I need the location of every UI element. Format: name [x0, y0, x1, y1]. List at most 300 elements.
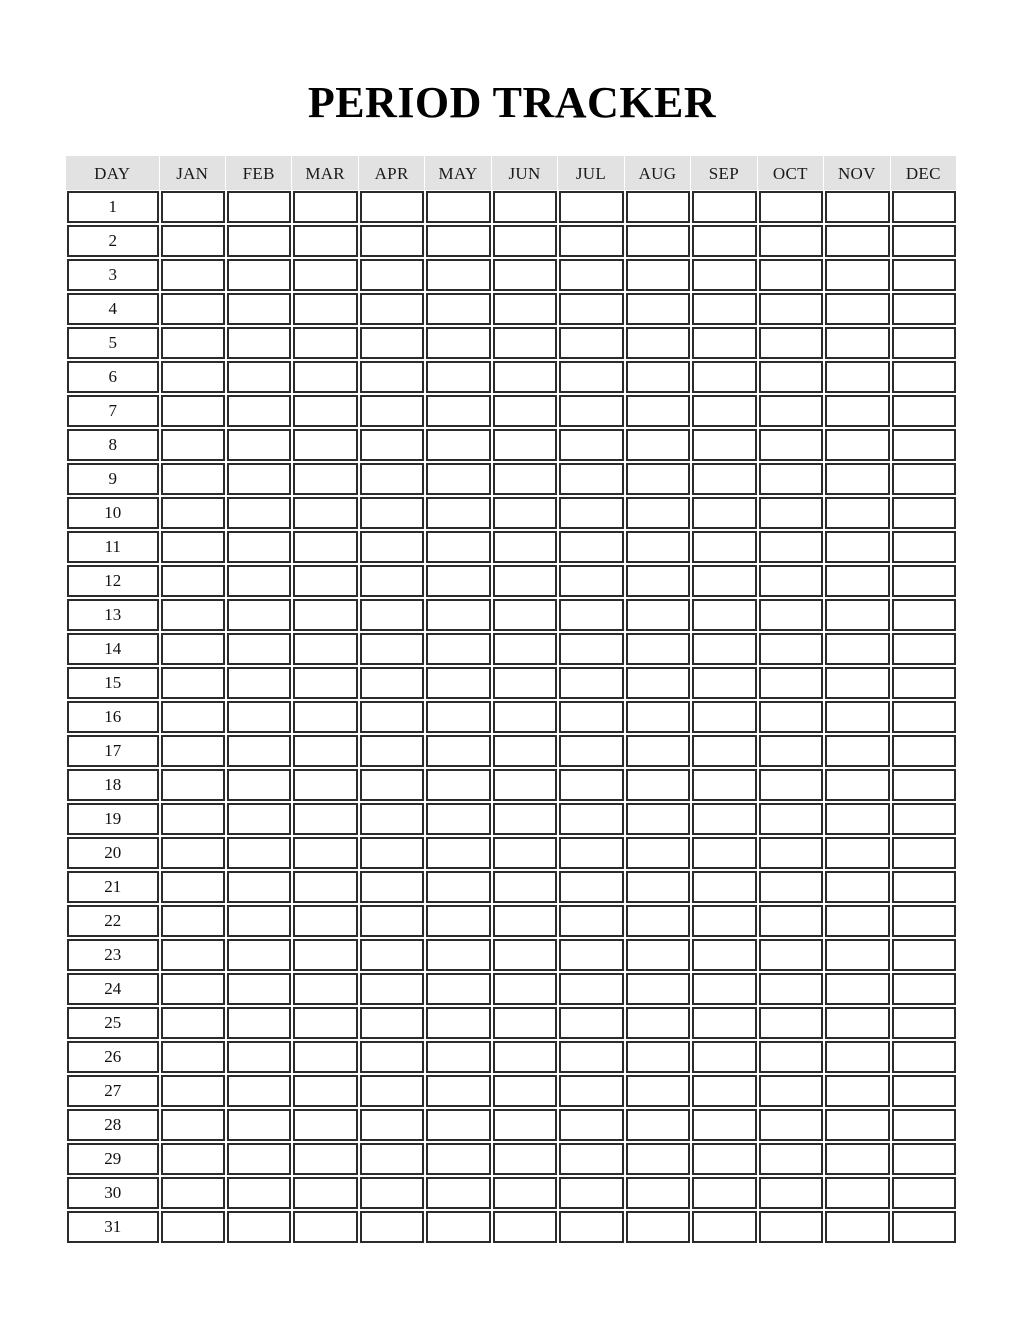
tracker-cell-nov-15[interactable]	[825, 667, 889, 699]
tracker-cell-aug-10[interactable]	[626, 497, 690, 529]
tracker-cell-oct-28[interactable]	[759, 1109, 823, 1141]
tracker-cell-may-30[interactable]	[426, 1177, 490, 1209]
tracker-cell-oct-5[interactable]	[759, 327, 823, 359]
tracker-cell-nov-9[interactable]	[825, 463, 889, 495]
tracker-cell-may-24[interactable]	[426, 973, 490, 1005]
tracker-cell-feb-3[interactable]	[227, 259, 291, 291]
tracker-cell-apr-19[interactable]	[360, 803, 424, 835]
tracker-cell-mar-4[interactable]	[293, 293, 357, 325]
tracker-cell-feb-21[interactable]	[227, 871, 291, 903]
tracker-cell-jan-24[interactable]	[161, 973, 225, 1005]
tracker-cell-jul-29[interactable]	[559, 1143, 623, 1175]
tracker-cell-jan-18[interactable]	[161, 769, 225, 801]
tracker-cell-oct-26[interactable]	[759, 1041, 823, 1073]
tracker-cell-jul-9[interactable]	[559, 463, 623, 495]
tracker-cell-nov-31[interactable]	[825, 1211, 889, 1243]
tracker-cell-apr-7[interactable]	[360, 395, 424, 427]
tracker-cell-jun-15[interactable]	[493, 667, 557, 699]
tracker-cell-oct-19[interactable]	[759, 803, 823, 835]
tracker-cell-jun-21[interactable]	[493, 871, 557, 903]
tracker-cell-sep-14[interactable]	[692, 633, 756, 665]
tracker-cell-sep-27[interactable]	[692, 1075, 756, 1107]
tracker-cell-feb-23[interactable]	[227, 939, 291, 971]
tracker-cell-nov-26[interactable]	[825, 1041, 889, 1073]
tracker-cell-sep-1[interactable]	[692, 191, 756, 223]
tracker-cell-jan-9[interactable]	[161, 463, 225, 495]
tracker-cell-aug-11[interactable]	[626, 531, 690, 563]
tracker-cell-jul-10[interactable]	[559, 497, 623, 529]
tracker-cell-aug-21[interactable]	[626, 871, 690, 903]
tracker-cell-sep-3[interactable]	[692, 259, 756, 291]
tracker-cell-jun-3[interactable]	[493, 259, 557, 291]
tracker-cell-jan-29[interactable]	[161, 1143, 225, 1175]
tracker-cell-feb-26[interactable]	[227, 1041, 291, 1073]
tracker-cell-jul-4[interactable]	[559, 293, 623, 325]
tracker-cell-jun-12[interactable]	[493, 565, 557, 597]
tracker-cell-may-8[interactable]	[426, 429, 490, 461]
tracker-cell-jan-14[interactable]	[161, 633, 225, 665]
tracker-cell-apr-26[interactable]	[360, 1041, 424, 1073]
tracker-cell-jun-2[interactable]	[493, 225, 557, 257]
tracker-cell-apr-27[interactable]	[360, 1075, 424, 1107]
tracker-cell-sep-16[interactable]	[692, 701, 756, 733]
tracker-cell-feb-2[interactable]	[227, 225, 291, 257]
tracker-cell-nov-20[interactable]	[825, 837, 889, 869]
tracker-cell-apr-2[interactable]	[360, 225, 424, 257]
tracker-cell-nov-27[interactable]	[825, 1075, 889, 1107]
tracker-cell-mar-28[interactable]	[293, 1109, 357, 1141]
tracker-cell-jun-13[interactable]	[493, 599, 557, 631]
tracker-cell-aug-19[interactable]	[626, 803, 690, 835]
tracker-cell-mar-22[interactable]	[293, 905, 357, 937]
tracker-cell-may-31[interactable]	[426, 1211, 490, 1243]
tracker-cell-sep-23[interactable]	[692, 939, 756, 971]
tracker-cell-jun-22[interactable]	[493, 905, 557, 937]
tracker-cell-apr-6[interactable]	[360, 361, 424, 393]
tracker-cell-feb-11[interactable]	[227, 531, 291, 563]
tracker-cell-oct-21[interactable]	[759, 871, 823, 903]
tracker-cell-aug-12[interactable]	[626, 565, 690, 597]
tracker-cell-feb-1[interactable]	[227, 191, 291, 223]
tracker-cell-may-6[interactable]	[426, 361, 490, 393]
tracker-cell-may-14[interactable]	[426, 633, 490, 665]
tracker-cell-aug-2[interactable]	[626, 225, 690, 257]
tracker-cell-feb-7[interactable]	[227, 395, 291, 427]
tracker-cell-apr-4[interactable]	[360, 293, 424, 325]
tracker-cell-sep-19[interactable]	[692, 803, 756, 835]
tracker-cell-nov-1[interactable]	[825, 191, 889, 223]
tracker-cell-sep-5[interactable]	[692, 327, 756, 359]
tracker-cell-mar-5[interactable]	[293, 327, 357, 359]
tracker-cell-may-22[interactable]	[426, 905, 490, 937]
tracker-cell-sep-31[interactable]	[692, 1211, 756, 1243]
tracker-cell-oct-29[interactable]	[759, 1143, 823, 1175]
tracker-cell-aug-3[interactable]	[626, 259, 690, 291]
tracker-cell-mar-10[interactable]	[293, 497, 357, 529]
tracker-cell-may-11[interactable]	[426, 531, 490, 563]
tracker-cell-may-4[interactable]	[426, 293, 490, 325]
tracker-cell-feb-8[interactable]	[227, 429, 291, 461]
tracker-cell-dec-19[interactable]	[892, 803, 956, 835]
tracker-cell-mar-30[interactable]	[293, 1177, 357, 1209]
tracker-cell-may-23[interactable]	[426, 939, 490, 971]
tracker-cell-nov-23[interactable]	[825, 939, 889, 971]
tracker-cell-nov-6[interactable]	[825, 361, 889, 393]
tracker-cell-sep-10[interactable]	[692, 497, 756, 529]
tracker-cell-feb-9[interactable]	[227, 463, 291, 495]
tracker-cell-sep-20[interactable]	[692, 837, 756, 869]
tracker-cell-apr-13[interactable]	[360, 599, 424, 631]
tracker-cell-jul-24[interactable]	[559, 973, 623, 1005]
tracker-cell-feb-14[interactable]	[227, 633, 291, 665]
tracker-cell-aug-18[interactable]	[626, 769, 690, 801]
tracker-cell-mar-20[interactable]	[293, 837, 357, 869]
tracker-cell-jan-19[interactable]	[161, 803, 225, 835]
tracker-cell-sep-11[interactable]	[692, 531, 756, 563]
tracker-cell-feb-16[interactable]	[227, 701, 291, 733]
tracker-cell-oct-10[interactable]	[759, 497, 823, 529]
tracker-cell-may-28[interactable]	[426, 1109, 490, 1141]
tracker-cell-oct-15[interactable]	[759, 667, 823, 699]
tracker-cell-jun-28[interactable]	[493, 1109, 557, 1141]
tracker-cell-may-20[interactable]	[426, 837, 490, 869]
tracker-cell-apr-11[interactable]	[360, 531, 424, 563]
tracker-cell-dec-13[interactable]	[892, 599, 956, 631]
tracker-cell-jan-27[interactable]	[161, 1075, 225, 1107]
tracker-cell-jul-14[interactable]	[559, 633, 623, 665]
tracker-cell-jun-11[interactable]	[493, 531, 557, 563]
tracker-cell-jul-12[interactable]	[559, 565, 623, 597]
tracker-cell-oct-6[interactable]	[759, 361, 823, 393]
tracker-cell-nov-12[interactable]	[825, 565, 889, 597]
tracker-cell-sep-30[interactable]	[692, 1177, 756, 1209]
tracker-cell-feb-27[interactable]	[227, 1075, 291, 1107]
tracker-cell-feb-22[interactable]	[227, 905, 291, 937]
tracker-cell-mar-6[interactable]	[293, 361, 357, 393]
tracker-cell-jun-5[interactable]	[493, 327, 557, 359]
tracker-cell-may-10[interactable]	[426, 497, 490, 529]
tracker-cell-jan-2[interactable]	[161, 225, 225, 257]
tracker-cell-sep-7[interactable]	[692, 395, 756, 427]
tracker-cell-jun-24[interactable]	[493, 973, 557, 1005]
tracker-cell-nov-13[interactable]	[825, 599, 889, 631]
tracker-cell-apr-31[interactable]	[360, 1211, 424, 1243]
tracker-cell-dec-3[interactable]	[892, 259, 956, 291]
tracker-cell-jun-14[interactable]	[493, 633, 557, 665]
tracker-cell-dec-29[interactable]	[892, 1143, 956, 1175]
tracker-cell-mar-16[interactable]	[293, 701, 357, 733]
tracker-cell-apr-23[interactable]	[360, 939, 424, 971]
tracker-cell-nov-24[interactable]	[825, 973, 889, 1005]
tracker-cell-apr-12[interactable]	[360, 565, 424, 597]
tracker-cell-may-13[interactable]	[426, 599, 490, 631]
tracker-cell-dec-1[interactable]	[892, 191, 956, 223]
tracker-cell-apr-29[interactable]	[360, 1143, 424, 1175]
tracker-cell-jul-19[interactable]	[559, 803, 623, 835]
tracker-cell-jul-15[interactable]	[559, 667, 623, 699]
tracker-cell-nov-29[interactable]	[825, 1143, 889, 1175]
tracker-cell-may-18[interactable]	[426, 769, 490, 801]
tracker-cell-sep-17[interactable]	[692, 735, 756, 767]
tracker-cell-jun-23[interactable]	[493, 939, 557, 971]
tracker-cell-aug-28[interactable]	[626, 1109, 690, 1141]
tracker-cell-jan-13[interactable]	[161, 599, 225, 631]
tracker-cell-apr-14[interactable]	[360, 633, 424, 665]
tracker-cell-dec-26[interactable]	[892, 1041, 956, 1073]
tracker-cell-jun-1[interactable]	[493, 191, 557, 223]
tracker-cell-mar-23[interactable]	[293, 939, 357, 971]
tracker-cell-mar-25[interactable]	[293, 1007, 357, 1039]
tracker-cell-feb-6[interactable]	[227, 361, 291, 393]
tracker-cell-feb-25[interactable]	[227, 1007, 291, 1039]
tracker-cell-nov-11[interactable]	[825, 531, 889, 563]
tracker-cell-dec-30[interactable]	[892, 1177, 956, 1209]
tracker-cell-dec-12[interactable]	[892, 565, 956, 597]
tracker-cell-nov-19[interactable]	[825, 803, 889, 835]
tracker-cell-oct-17[interactable]	[759, 735, 823, 767]
tracker-cell-jan-25[interactable]	[161, 1007, 225, 1039]
tracker-cell-jun-7[interactable]	[493, 395, 557, 427]
tracker-cell-jun-27[interactable]	[493, 1075, 557, 1107]
tracker-cell-feb-19[interactable]	[227, 803, 291, 835]
tracker-cell-may-5[interactable]	[426, 327, 490, 359]
tracker-cell-oct-9[interactable]	[759, 463, 823, 495]
tracker-cell-oct-13[interactable]	[759, 599, 823, 631]
tracker-cell-apr-24[interactable]	[360, 973, 424, 1005]
tracker-cell-jul-28[interactable]	[559, 1109, 623, 1141]
tracker-cell-feb-24[interactable]	[227, 973, 291, 1005]
tracker-cell-dec-27[interactable]	[892, 1075, 956, 1107]
tracker-cell-jul-16[interactable]	[559, 701, 623, 733]
tracker-cell-feb-18[interactable]	[227, 769, 291, 801]
tracker-cell-apr-10[interactable]	[360, 497, 424, 529]
tracker-cell-nov-22[interactable]	[825, 905, 889, 937]
tracker-cell-oct-1[interactable]	[759, 191, 823, 223]
tracker-cell-jan-17[interactable]	[161, 735, 225, 767]
tracker-cell-apr-22[interactable]	[360, 905, 424, 937]
tracker-cell-jun-19[interactable]	[493, 803, 557, 835]
tracker-cell-mar-15[interactable]	[293, 667, 357, 699]
tracker-cell-jul-17[interactable]	[559, 735, 623, 767]
tracker-cell-sep-2[interactable]	[692, 225, 756, 257]
tracker-cell-jan-21[interactable]	[161, 871, 225, 903]
tracker-cell-dec-11[interactable]	[892, 531, 956, 563]
tracker-cell-jul-31[interactable]	[559, 1211, 623, 1243]
tracker-cell-jan-11[interactable]	[161, 531, 225, 563]
tracker-cell-dec-18[interactable]	[892, 769, 956, 801]
tracker-cell-jul-7[interactable]	[559, 395, 623, 427]
tracker-cell-mar-11[interactable]	[293, 531, 357, 563]
tracker-cell-nov-7[interactable]	[825, 395, 889, 427]
tracker-cell-mar-13[interactable]	[293, 599, 357, 631]
tracker-cell-jan-5[interactable]	[161, 327, 225, 359]
tracker-cell-jul-3[interactable]	[559, 259, 623, 291]
tracker-cell-jun-30[interactable]	[493, 1177, 557, 1209]
tracker-cell-mar-26[interactable]	[293, 1041, 357, 1073]
tracker-cell-jul-11[interactable]	[559, 531, 623, 563]
tracker-cell-may-29[interactable]	[426, 1143, 490, 1175]
tracker-cell-jul-30[interactable]	[559, 1177, 623, 1209]
tracker-cell-aug-31[interactable]	[626, 1211, 690, 1243]
tracker-cell-dec-6[interactable]	[892, 361, 956, 393]
tracker-cell-jan-16[interactable]	[161, 701, 225, 733]
tracker-cell-oct-7[interactable]	[759, 395, 823, 427]
tracker-cell-dec-23[interactable]	[892, 939, 956, 971]
tracker-cell-mar-18[interactable]	[293, 769, 357, 801]
tracker-cell-dec-2[interactable]	[892, 225, 956, 257]
tracker-cell-jan-30[interactable]	[161, 1177, 225, 1209]
tracker-cell-jan-1[interactable]	[161, 191, 225, 223]
tracker-cell-dec-21[interactable]	[892, 871, 956, 903]
tracker-cell-jul-6[interactable]	[559, 361, 623, 393]
tracker-cell-nov-8[interactable]	[825, 429, 889, 461]
tracker-cell-sep-12[interactable]	[692, 565, 756, 597]
tracker-cell-apr-28[interactable]	[360, 1109, 424, 1141]
tracker-cell-aug-1[interactable]	[626, 191, 690, 223]
tracker-cell-jun-9[interactable]	[493, 463, 557, 495]
tracker-cell-aug-8[interactable]	[626, 429, 690, 461]
tracker-cell-jan-3[interactable]	[161, 259, 225, 291]
tracker-cell-aug-13[interactable]	[626, 599, 690, 631]
tracker-cell-mar-9[interactable]	[293, 463, 357, 495]
tracker-cell-sep-13[interactable]	[692, 599, 756, 631]
tracker-cell-sep-9[interactable]	[692, 463, 756, 495]
tracker-cell-nov-5[interactable]	[825, 327, 889, 359]
tracker-cell-apr-1[interactable]	[360, 191, 424, 223]
tracker-cell-mar-2[interactable]	[293, 225, 357, 257]
tracker-cell-jan-23[interactable]	[161, 939, 225, 971]
tracker-cell-aug-24[interactable]	[626, 973, 690, 1005]
tracker-cell-jan-6[interactable]	[161, 361, 225, 393]
tracker-cell-oct-20[interactable]	[759, 837, 823, 869]
tracker-cell-jul-26[interactable]	[559, 1041, 623, 1073]
tracker-cell-aug-15[interactable]	[626, 667, 690, 699]
tracker-cell-apr-20[interactable]	[360, 837, 424, 869]
tracker-cell-mar-12[interactable]	[293, 565, 357, 597]
tracker-cell-nov-16[interactable]	[825, 701, 889, 733]
tracker-cell-jun-4[interactable]	[493, 293, 557, 325]
tracker-cell-dec-9[interactable]	[892, 463, 956, 495]
tracker-cell-nov-10[interactable]	[825, 497, 889, 529]
tracker-cell-oct-8[interactable]	[759, 429, 823, 461]
tracker-cell-jan-4[interactable]	[161, 293, 225, 325]
tracker-cell-sep-24[interactable]	[692, 973, 756, 1005]
tracker-cell-jul-25[interactable]	[559, 1007, 623, 1039]
tracker-cell-jan-26[interactable]	[161, 1041, 225, 1073]
tracker-cell-feb-28[interactable]	[227, 1109, 291, 1141]
tracker-cell-dec-22[interactable]	[892, 905, 956, 937]
tracker-cell-oct-4[interactable]	[759, 293, 823, 325]
tracker-cell-mar-3[interactable]	[293, 259, 357, 291]
tracker-cell-jun-29[interactable]	[493, 1143, 557, 1175]
tracker-cell-jul-18[interactable]	[559, 769, 623, 801]
tracker-cell-sep-4[interactable]	[692, 293, 756, 325]
tracker-cell-jul-2[interactable]	[559, 225, 623, 257]
tracker-cell-oct-3[interactable]	[759, 259, 823, 291]
tracker-cell-apr-15[interactable]	[360, 667, 424, 699]
tracker-cell-dec-31[interactable]	[892, 1211, 956, 1243]
tracker-cell-nov-3[interactable]	[825, 259, 889, 291]
tracker-cell-aug-6[interactable]	[626, 361, 690, 393]
tracker-cell-aug-17[interactable]	[626, 735, 690, 767]
tracker-cell-jan-22[interactable]	[161, 905, 225, 937]
tracker-cell-jun-26[interactable]	[493, 1041, 557, 1073]
tracker-cell-dec-24[interactable]	[892, 973, 956, 1005]
tracker-cell-may-19[interactable]	[426, 803, 490, 835]
tracker-cell-apr-25[interactable]	[360, 1007, 424, 1039]
tracker-cell-oct-25[interactable]	[759, 1007, 823, 1039]
tracker-cell-jun-16[interactable]	[493, 701, 557, 733]
tracker-cell-nov-25[interactable]	[825, 1007, 889, 1039]
tracker-cell-dec-20[interactable]	[892, 837, 956, 869]
tracker-cell-jun-6[interactable]	[493, 361, 557, 393]
tracker-cell-nov-21[interactable]	[825, 871, 889, 903]
tracker-cell-jul-8[interactable]	[559, 429, 623, 461]
tracker-cell-dec-5[interactable]	[892, 327, 956, 359]
tracker-cell-nov-14[interactable]	[825, 633, 889, 665]
tracker-cell-dec-10[interactable]	[892, 497, 956, 529]
tracker-cell-mar-17[interactable]	[293, 735, 357, 767]
tracker-cell-jul-13[interactable]	[559, 599, 623, 631]
tracker-cell-oct-22[interactable]	[759, 905, 823, 937]
tracker-cell-sep-22[interactable]	[692, 905, 756, 937]
tracker-cell-oct-16[interactable]	[759, 701, 823, 733]
tracker-cell-may-25[interactable]	[426, 1007, 490, 1039]
tracker-cell-nov-17[interactable]	[825, 735, 889, 767]
tracker-cell-jun-18[interactable]	[493, 769, 557, 801]
tracker-cell-jul-20[interactable]	[559, 837, 623, 869]
tracker-cell-mar-14[interactable]	[293, 633, 357, 665]
tracker-cell-apr-30[interactable]	[360, 1177, 424, 1209]
tracker-cell-apr-17[interactable]	[360, 735, 424, 767]
tracker-cell-jun-17[interactable]	[493, 735, 557, 767]
tracker-cell-jul-21[interactable]	[559, 871, 623, 903]
tracker-cell-apr-9[interactable]	[360, 463, 424, 495]
tracker-cell-may-17[interactable]	[426, 735, 490, 767]
tracker-cell-mar-31[interactable]	[293, 1211, 357, 1243]
tracker-cell-feb-5[interactable]	[227, 327, 291, 359]
tracker-cell-nov-30[interactable]	[825, 1177, 889, 1209]
tracker-cell-oct-14[interactable]	[759, 633, 823, 665]
tracker-cell-aug-29[interactable]	[626, 1143, 690, 1175]
tracker-cell-may-7[interactable]	[426, 395, 490, 427]
tracker-cell-oct-12[interactable]	[759, 565, 823, 597]
tracker-cell-aug-22[interactable]	[626, 905, 690, 937]
tracker-cell-may-15[interactable]	[426, 667, 490, 699]
tracker-cell-jun-20[interactable]	[493, 837, 557, 869]
tracker-cell-oct-31[interactable]	[759, 1211, 823, 1243]
tracker-cell-mar-8[interactable]	[293, 429, 357, 461]
tracker-cell-dec-28[interactable]	[892, 1109, 956, 1141]
tracker-cell-jan-7[interactable]	[161, 395, 225, 427]
tracker-cell-may-16[interactable]	[426, 701, 490, 733]
tracker-cell-aug-14[interactable]	[626, 633, 690, 665]
tracker-cell-jan-8[interactable]	[161, 429, 225, 461]
tracker-cell-sep-6[interactable]	[692, 361, 756, 393]
tracker-cell-may-21[interactable]	[426, 871, 490, 903]
tracker-cell-feb-13[interactable]	[227, 599, 291, 631]
tracker-cell-dec-4[interactable]	[892, 293, 956, 325]
tracker-cell-jan-12[interactable]	[161, 565, 225, 597]
tracker-cell-apr-3[interactable]	[360, 259, 424, 291]
tracker-cell-may-12[interactable]	[426, 565, 490, 597]
tracker-cell-aug-23[interactable]	[626, 939, 690, 971]
tracker-cell-jan-15[interactable]	[161, 667, 225, 699]
tracker-cell-jan-20[interactable]	[161, 837, 225, 869]
tracker-cell-jul-23[interactable]	[559, 939, 623, 971]
tracker-cell-oct-24[interactable]	[759, 973, 823, 1005]
tracker-cell-apr-18[interactable]	[360, 769, 424, 801]
